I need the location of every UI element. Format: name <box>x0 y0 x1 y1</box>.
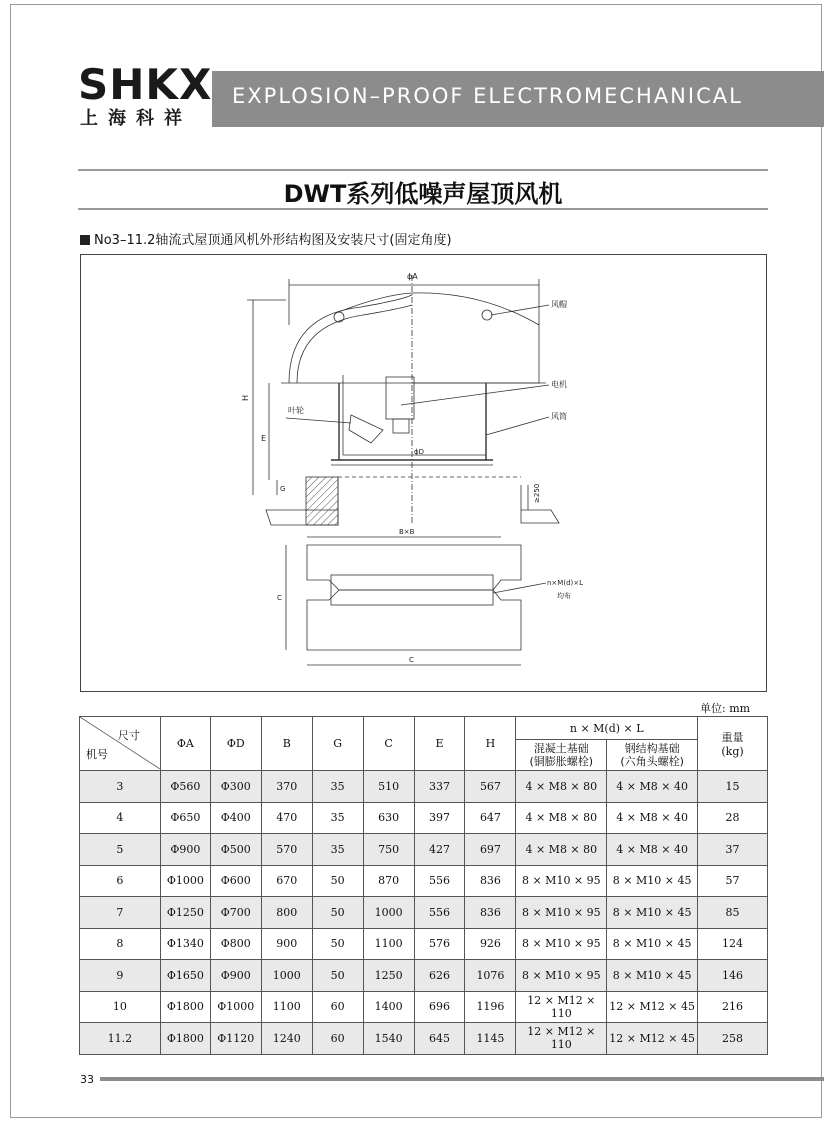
table-cell-A: Φ560 <box>160 771 210 803</box>
table-cell-steel: 4 × M8 × 40 <box>607 834 698 866</box>
table-cell-B: 900 <box>261 928 312 960</box>
table-cell-B: 670 <box>261 865 312 897</box>
table-cell-H: 836 <box>465 865 516 897</box>
header-phiD: ΦD <box>210 717 261 771</box>
subtitle-text: No3–11.2轴流式屋顶通风机外形结构图及安装尺寸(固定角度) <box>94 233 452 248</box>
table-cell-steel: 12 × M12 × 45 <box>607 991 698 1023</box>
concrete-base <box>306 477 338 525</box>
dim-C-bottom-label: C <box>409 656 414 664</box>
structure-diagram <box>80 254 767 692</box>
table-row <box>80 991 768 1023</box>
table-cell-no: 6 <box>80 865 161 897</box>
table-cell-weight: 124 <box>698 928 768 960</box>
spec-table-body <box>80 771 768 1055</box>
page-number: 33 <box>80 1073 94 1086</box>
concrete-note: (铜膨胀螺栓) <box>529 755 594 768</box>
table-cell-no: 4 <box>80 802 161 834</box>
title-rule-bottom <box>78 208 768 210</box>
table-row <box>80 1023 768 1055</box>
page-title: DWT系列低噪声屋顶风机 <box>283 180 563 208</box>
table-cell-E: 556 <box>414 865 465 897</box>
table-cell-D: Φ600 <box>210 865 261 897</box>
diagram-svg <box>81 255 766 691</box>
table-row <box>80 960 768 992</box>
table-row <box>80 897 768 929</box>
table-cell-C: 1400 <box>363 991 414 1023</box>
table-cell-B: 470 <box>261 802 312 834</box>
plan-top-block <box>307 545 521 590</box>
label-duct: 风筒 <box>551 412 567 421</box>
banner-text: EXPLOSION–PROOF ELECTROMECHANICAL <box>232 84 743 108</box>
table-cell-steel: 4 × M8 × 40 <box>607 771 698 803</box>
footer-rule <box>100 1077 824 1081</box>
roof-slab-right <box>521 510 559 523</box>
table-cell-C: 1540 <box>363 1023 414 1055</box>
header-concrete <box>516 740 607 771</box>
table-cell-G: 50 <box>312 897 363 929</box>
table-cell-G: 35 <box>312 802 363 834</box>
dim-E-label: E <box>261 434 267 443</box>
table-cell-H: 1145 <box>465 1023 516 1055</box>
table-cell-G: 50 <box>312 865 363 897</box>
table-cell-C: 1100 <box>363 928 414 960</box>
dim-H-label: H <box>241 394 250 401</box>
cap-left-inner <box>297 305 412 383</box>
table-cell-G: 35 <box>312 771 363 803</box>
table-cell-weight: 57 <box>698 865 768 897</box>
table-cell-H: 1196 <box>465 991 516 1023</box>
table-cell-B: 1100 <box>261 991 312 1023</box>
table-cell-A: Φ1250 <box>160 897 210 929</box>
table-row <box>80 865 768 897</box>
table-cell-D: Φ1000 <box>210 991 261 1023</box>
table-cell-H: 926 <box>465 928 516 960</box>
table-cell-steel: 8 × M10 × 45 <box>607 928 698 960</box>
table-cell-B: 800 <box>261 897 312 929</box>
impeller-blade <box>349 415 383 443</box>
table-cell-D: Φ500 <box>210 834 261 866</box>
unit-label: 单位: mm <box>700 702 751 715</box>
header-G: G <box>312 717 363 771</box>
table-cell-weight: 85 <box>698 897 768 929</box>
label-even: 均布 <box>557 592 571 600</box>
table-cell-no: 11.2 <box>80 1023 161 1055</box>
table-cell-C: 1250 <box>363 960 414 992</box>
table-cell-E: 427 <box>414 834 465 866</box>
cap-left-outer <box>289 295 412 383</box>
table-cell-E: 556 <box>414 897 465 929</box>
table-cell-G: 35 <box>312 834 363 866</box>
table-cell-A: Φ1000 <box>160 865 210 897</box>
header-H: H <box>465 717 516 771</box>
table-cell-G: 60 <box>312 991 363 1023</box>
table-cell-D: Φ800 <box>210 928 261 960</box>
spec-table <box>79 716 768 1055</box>
corner-top-label: 尺寸 <box>117 729 140 742</box>
table-cell-D: Φ900 <box>210 960 261 992</box>
table-cell-C: 870 <box>363 865 414 897</box>
table-cell-concrete: 8 × M10 × 95 <box>516 897 607 929</box>
table-cell-no: 10 <box>80 991 161 1023</box>
table-cell-H: 647 <box>465 802 516 834</box>
table-cell-H: 567 <box>465 771 516 803</box>
leader-impeller <box>286 418 351 423</box>
logo: SHKX <box>78 60 213 109</box>
table-cell-H: 1076 <box>465 960 516 992</box>
header-E: E <box>414 717 465 771</box>
dim-C-left-label: C <box>277 594 282 602</box>
weight-unit: (kg) <box>721 745 744 758</box>
table-cell-B: 570 <box>261 834 312 866</box>
logo-chinese: 上海科祥 <box>80 108 192 129</box>
lifting-eye-left <box>334 312 344 322</box>
label-impeller: 叶轮 <box>288 406 304 415</box>
table-cell-concrete: 12 × M12 × 110 <box>516 991 607 1023</box>
table-cell-E: 337 <box>414 771 465 803</box>
table-cell-A: Φ1800 <box>160 991 210 1023</box>
table-cell-weight: 258 <box>698 1023 768 1055</box>
table-cell-steel: 8 × M10 × 45 <box>607 960 698 992</box>
table-cell-steel: 4 × M8 × 40 <box>607 802 698 834</box>
table-cell-concrete: 4 × M8 × 80 <box>516 771 607 803</box>
header-weight <box>698 717 768 771</box>
table-cell-concrete: 8 × M10 × 95 <box>516 928 607 960</box>
table-cell-A: Φ1340 <box>160 928 210 960</box>
table-row <box>80 771 768 803</box>
table-cell-D: Φ400 <box>210 802 261 834</box>
dim-BxB-label: B×B <box>399 528 415 536</box>
leader-duct <box>486 417 549 435</box>
table-cell-C: 630 <box>363 802 414 834</box>
table-cell-concrete: 12 × M12 × 110 <box>516 1023 607 1055</box>
table-cell-C: 510 <box>363 771 414 803</box>
dim-250-label: ≥250 <box>533 483 541 503</box>
dim-phiA-label: ϕA <box>407 272 418 281</box>
section-subtitle <box>80 229 452 248</box>
table-row <box>80 802 768 834</box>
table-cell-A: Φ650 <box>160 802 210 834</box>
table-cell-weight: 146 <box>698 960 768 992</box>
table-cell-B: 1000 <box>261 960 312 992</box>
plan-bottom-block <box>307 590 521 650</box>
dim-phiD-label: ϕD <box>414 448 425 456</box>
table-cell-steel: 12 × M12 × 45 <box>607 1023 698 1055</box>
table-cell-concrete: 4 × M8 × 80 <box>516 834 607 866</box>
table-cell-A: Φ900 <box>160 834 210 866</box>
concrete-label: 混凝土基础 <box>533 742 589 755</box>
dim-G-label: G <box>280 485 286 493</box>
table-cell-G: 50 <box>312 960 363 992</box>
label-cap: 风帽 <box>551 300 567 309</box>
table-cell-E: 696 <box>414 991 465 1023</box>
table-cell-A: Φ1650 <box>160 960 210 992</box>
title-rule-top <box>78 169 768 171</box>
table-cell-steel: 8 × M10 × 45 <box>607 865 698 897</box>
header-steel <box>607 740 698 771</box>
steel-label: 钢结构基础 <box>624 742 680 755</box>
label-bolts: n×M(d)×L <box>547 579 584 587</box>
table-cell-D: Φ300 <box>210 771 261 803</box>
table-cell-steel: 8 × M10 × 45 <box>607 897 698 929</box>
table-cell-concrete: 4 × M8 × 80 <box>516 802 607 834</box>
table-cell-D: Φ1120 <box>210 1023 261 1055</box>
table-cell-no: 8 <box>80 928 161 960</box>
corner-cell <box>80 717 161 771</box>
table-cell-B: 1240 <box>261 1023 312 1055</box>
header-bolts: n × M(d) × L <box>516 717 698 740</box>
table-cell-weight: 216 <box>698 991 768 1023</box>
table-cell-no: 5 <box>80 834 161 866</box>
table-cell-concrete: 8 × M10 × 95 <box>516 960 607 992</box>
table-cell-weight: 37 <box>698 834 768 866</box>
table-cell-G: 60 <box>312 1023 363 1055</box>
table-cell-no: 7 <box>80 897 161 929</box>
header-phiA: ΦA <box>160 717 210 771</box>
table-cell-E: 576 <box>414 928 465 960</box>
table-cell-B: 370 <box>261 771 312 803</box>
table-cell-weight: 28 <box>698 802 768 834</box>
label-motor: 电机 <box>551 380 567 389</box>
table-row <box>80 928 768 960</box>
table-cell-H: 697 <box>465 834 516 866</box>
table-cell-G: 50 <box>312 928 363 960</box>
lifting-eye-right <box>482 310 492 320</box>
header-B: B <box>261 717 312 771</box>
table-cell-E: 397 <box>414 802 465 834</box>
table-cell-C: 1000 <box>363 897 414 929</box>
leader-bolts <box>493 583 546 593</box>
weight-label: 重量 <box>721 731 744 744</box>
table-row <box>80 834 768 866</box>
table-cell-weight: 15 <box>698 771 768 803</box>
table-cell-concrete: 8 × M10 × 95 <box>516 865 607 897</box>
table-cell-E: 626 <box>414 960 465 992</box>
steel-note: (六角头螺栓) <box>620 755 684 768</box>
table-cell-no: 9 <box>80 960 161 992</box>
leader-motor <box>401 385 549 405</box>
table-cell-A: Φ1800 <box>160 1023 210 1055</box>
table-cell-no: 3 <box>80 771 161 803</box>
header-C: C <box>363 717 414 771</box>
table-cell-E: 645 <box>414 1023 465 1055</box>
bullet-square-icon <box>80 235 90 245</box>
motor-shaft-housing <box>393 419 409 433</box>
table-cell-H: 836 <box>465 897 516 929</box>
corner-bottom-label: 机号 <box>86 748 108 761</box>
table-cell-D: Φ700 <box>210 897 261 929</box>
table-cell-C: 750 <box>363 834 414 866</box>
